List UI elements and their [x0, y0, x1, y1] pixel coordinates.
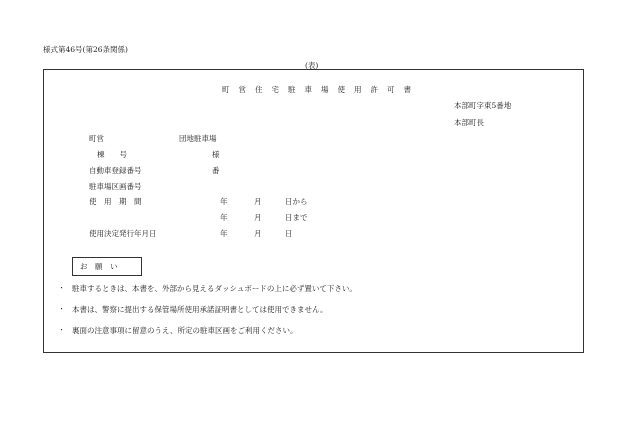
notice-bullet: ・ [58, 305, 65, 313]
period-from-day: 日から [285, 197, 308, 206]
issuer-name: 本部町長 [454, 118, 484, 127]
decision-month: 月 [254, 229, 262, 238]
vehicle-number-suffix: 番 [212, 166, 220, 175]
notice-item: 裏面の注意事項に留意のうえ、所定の駐車区画をご利用ください。 [72, 326, 298, 335]
period-label: 使 用 期 間 [89, 197, 142, 206]
notice-bullet: ・ [58, 284, 65, 292]
notice-item: 駐車するときは、本書を、外部から見えるダッシュボードの上に必ず置いて下さい。 [72, 284, 357, 293]
side-label: (表) [305, 61, 319, 70]
decision-day: 日 [285, 229, 293, 238]
parking-name-label: 団地駐車場 [179, 134, 217, 143]
notice-item: 本書は、警察に提出する保管場所使用承諾証明書としては使用できません。 [72, 305, 328, 314]
period-from-year: 年 [220, 197, 228, 206]
form-id-label: 様式第46号(第26条関係) [43, 45, 128, 54]
decision-year: 年 [220, 229, 228, 238]
decision-date-label: 使用決定発行年月日 [89, 229, 157, 238]
period-to-day: 日まで [285, 213, 308, 222]
town-prefix-label: 町営 [89, 134, 104, 143]
vehicle-number-label: 自動車登録番号 [89, 166, 142, 175]
period-to-year: 年 [220, 213, 228, 222]
building-suffix: 様 [212, 150, 220, 159]
period-from-month: 月 [254, 197, 262, 206]
notice-title: お 願 い [80, 262, 118, 271]
form-title: 町営住宅駐車場使用許可書 [222, 85, 420, 94]
building-label: 棟 号 [97, 150, 127, 159]
period-to-month: 月 [254, 213, 262, 222]
section-number-label: 駐車場区画番号 [89, 182, 142, 191]
notice-bullet: ・ [58, 326, 65, 334]
issuer-address: 本部町字東5番地 [454, 101, 512, 110]
